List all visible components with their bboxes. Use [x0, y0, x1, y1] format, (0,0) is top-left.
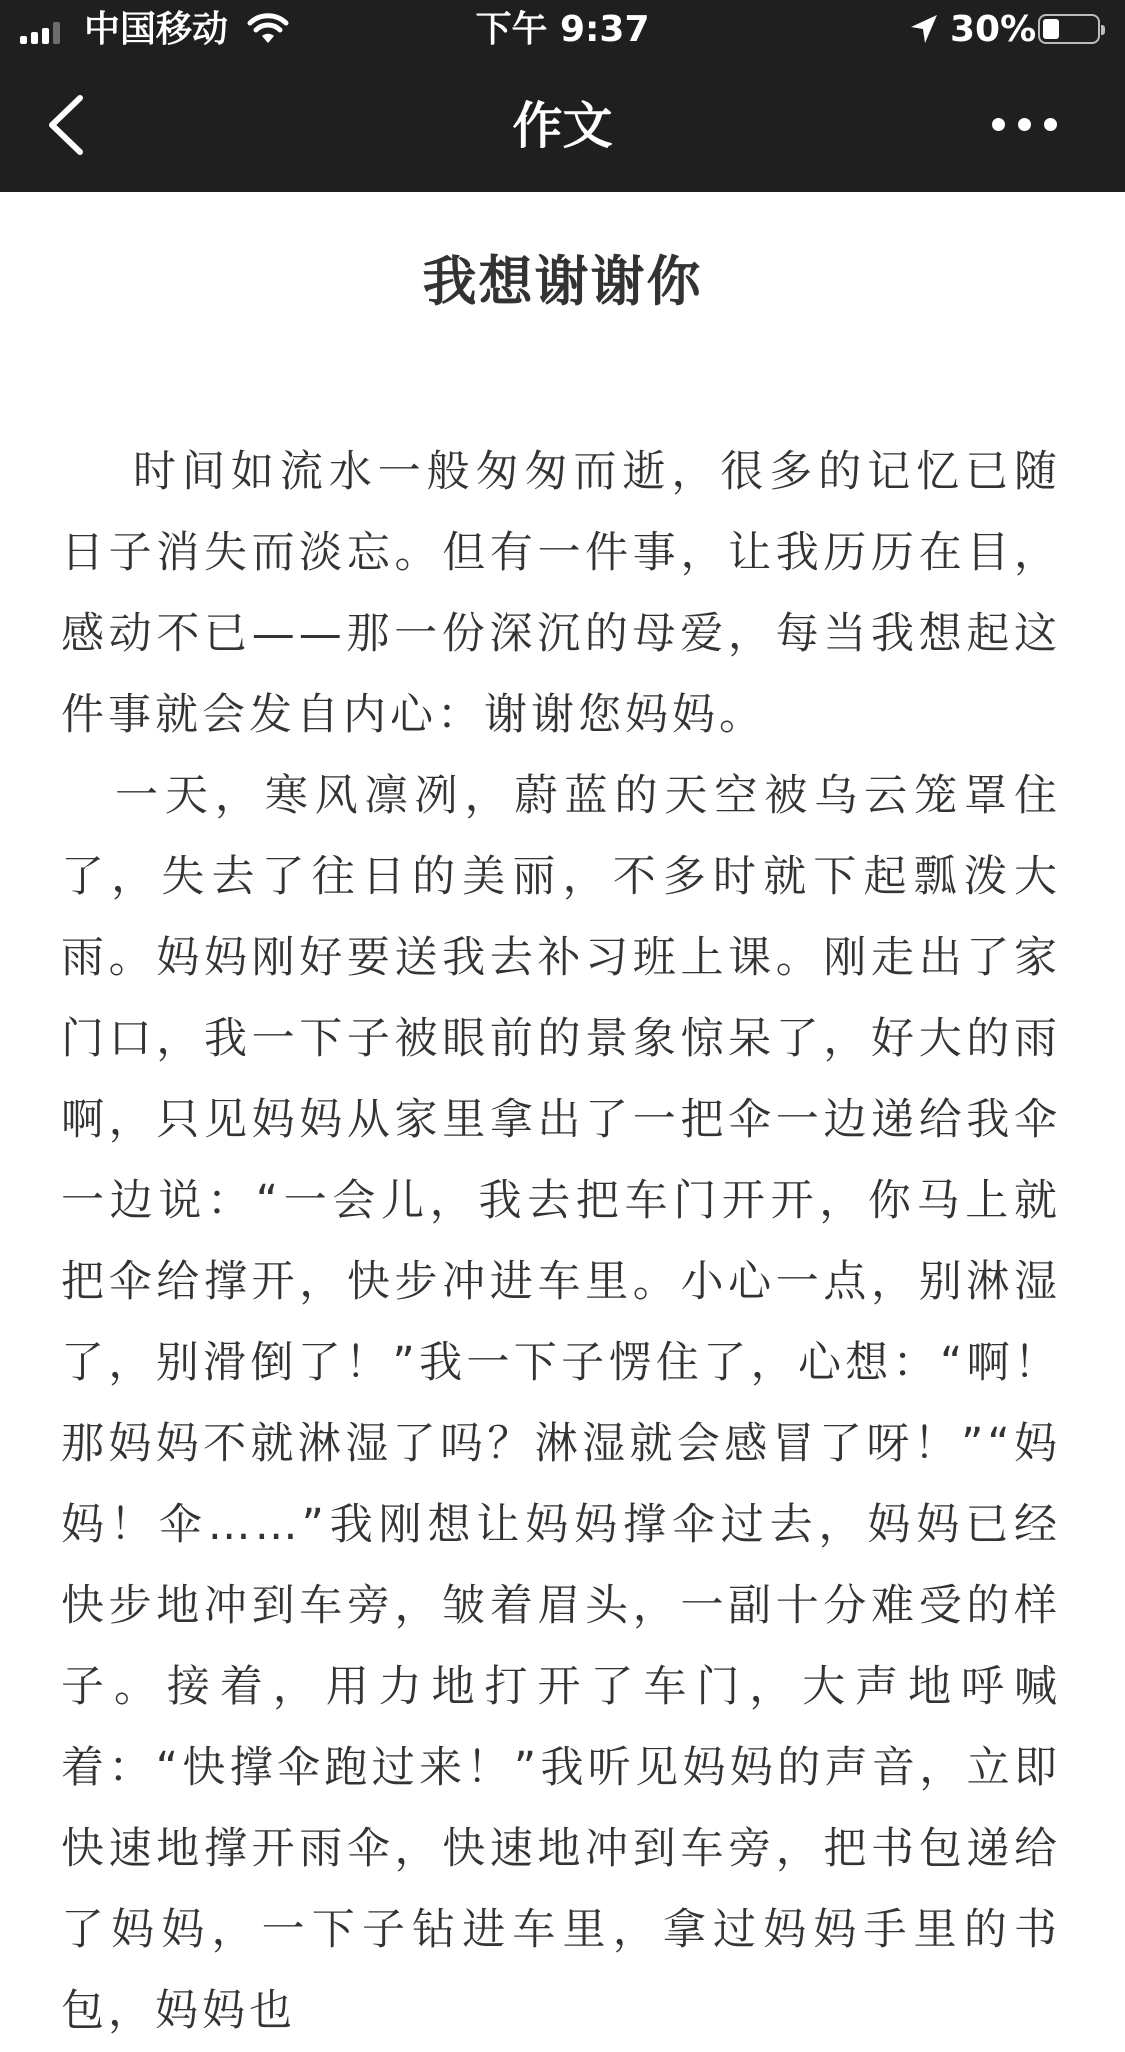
- battery-percent: 30%: [950, 9, 1037, 50]
- article-body: [61, 432, 1061, 2052]
- location-arrow-icon: [908, 12, 940, 46]
- carrier-name: 中国移动: [84, 9, 229, 50]
- more-dots-icon: [992, 118, 1005, 131]
- article-paragraph: 一天，寒风凛冽，蔚蓝的天空被乌云笼罩住了，失去了往日的美丽，不多时就下起瓢泼大雨。妈妈刚好要送我去补习班上课。刚走出了家门口，我一下子被眼前的景象惊呆了，好大的雨啊，只见妈妈从家里拿出了一把伞一边递给我伞一边说：“一会儿，我去把车门开开，你马上就把伞给撑开，快步冲进车里。小心一点，别淋湿了，别滑倒了！”我一下子愣住了，心想：“啊！那妈妈不就淋湿了吗？淋湿就会感冒了呀！”“妈妈！伞……”我刚想让妈妈撑伞过去，妈妈已经快步地冲到车旁，皱着眉头，一副十分难受的样子。接着，用力地打开了车门，大声地呼喊着：“快撑伞跑过来！”我听见妈妈的声音，立即快速地撑开雨伞，快速地冲到车旁，把书包递给了妈妈，一下子钻进车里，拿过妈妈手里的书包，妈妈也: [61, 771, 1061, 2036]
- clock: 下午 9:37: [475, 9, 650, 50]
- battery-fill: [1043, 19, 1059, 39]
- status-bar: [0, 0, 1125, 60]
- more-button[interactable]: [990, 104, 1060, 144]
- more-dots-icon: [1044, 118, 1057, 131]
- article-paragraph: 时间如流水一般匆匆而逝，很多的记忆已随日子消失而淡忘。但有一件事，让我历历在目，感动不已——那一份深沉的母爱，每当我想起这件事就会发自内心：谢谢您妈妈。: [61, 447, 1061, 740]
- page-title: 作文: [512, 97, 613, 155]
- more-dots-icon: [1018, 118, 1031, 131]
- battery-icon: [1038, 14, 1100, 44]
- navigation-bar: [0, 60, 1125, 192]
- article-content[interactable]: [0, 192, 1125, 2036]
- article-title: 我想谢谢你: [422, 250, 703, 313]
